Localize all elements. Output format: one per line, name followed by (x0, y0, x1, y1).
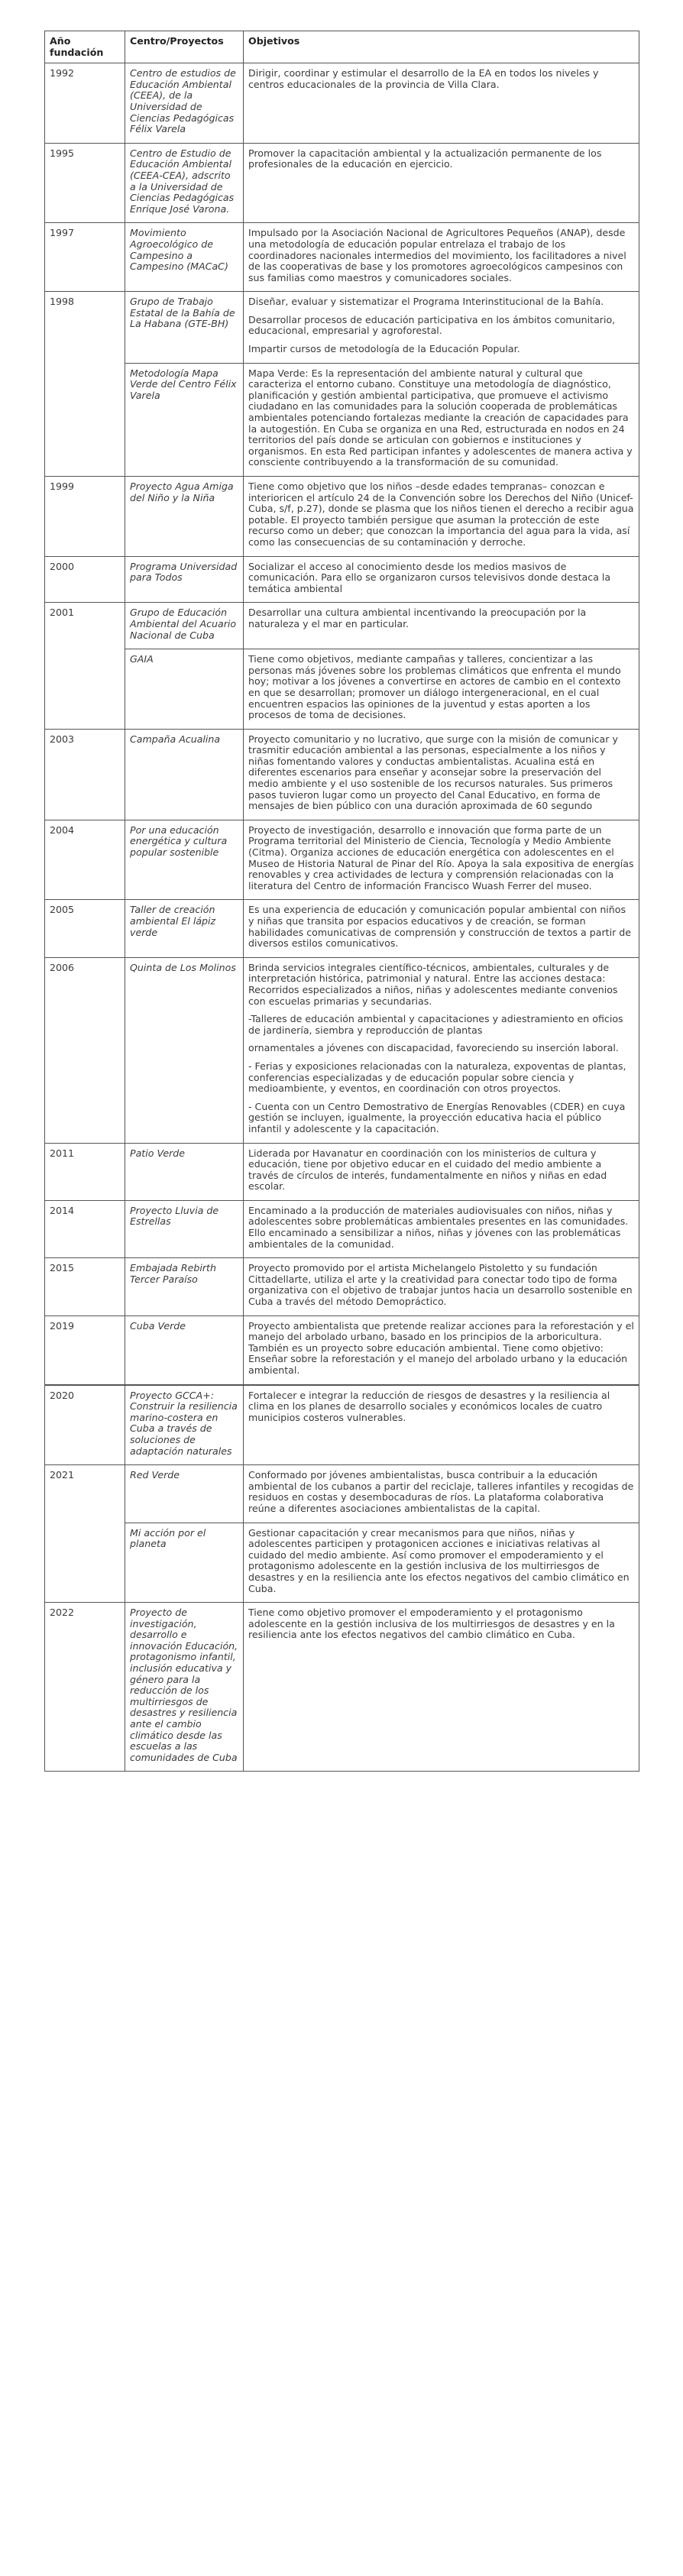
objectives-cell (244, 1385, 639, 1465)
programs-table (44, 31, 639, 1772)
center-cell: Mi acción por el planeta (125, 1523, 244, 1603)
year-cell: 2019 (45, 1316, 125, 1384)
table-row (45, 1143, 639, 1200)
table-row (45, 900, 639, 957)
objective-paragraph: Encaminado a la producción de materiales audiovisuales con niños, niñas y adolescentes sobre problemáticas ambientales presentes en las comunidades. Ello encaminado a sensibilizar a niños, niñas y jóvenes con las problemáticas ambientales de la comunidad. (248, 1204, 629, 1250)
objective-paragraph: Proyecto promovido por el artista Michelangelo Pistoletto y su fundación Cittadellarte, utiliza el arte y la creatividad para conectar todo tipo de forma organizativa con el objetivo de trabajar juntos hacia un desarrollo sostenible en Cuba a través del método Demopráctico. (248, 1262, 633, 1308)
year-cell: 2022 (45, 1603, 125, 1772)
objectives-cell (244, 143, 639, 223)
objectives-cell (244, 1200, 639, 1257)
objectives-cell (244, 729, 639, 820)
objective-paragraph: Dirigir, coordinar y estimular el desarrollo de la EA en todos los niveles y centros educacionales de la provincia de Villa Clara. (248, 67, 599, 90)
header-center: Centro/Proyectos (125, 31, 244, 63)
objectives-cell (244, 292, 639, 363)
year-cell (45, 1523, 125, 1603)
year-cell: 2021 (45, 1465, 125, 1523)
center-cell: Cuba Verde (125, 1316, 244, 1384)
year-cell: 1997 (45, 223, 125, 292)
table-row (45, 223, 639, 292)
table-row (45, 729, 639, 820)
center-cell: Proyecto Agua Amiga del Niño y la Niña (125, 477, 244, 557)
year-cell: 2015 (45, 1258, 125, 1316)
table-body (45, 63, 639, 1772)
header-year: Año fundación (45, 31, 125, 63)
objective-paragraph: Es una experiencia de educación y comunicación popular ambiental con niños y niñas que transita por espacios educativos y de creación, se forman habilidades comunicativas de comprensión y construcción de textos a partir de diversos estilos comunicativos. (248, 904, 632, 950)
center-cell: Proyecto de investigación, desarrollo e innovación Educación, protagonismo infantil, inclusión educativa y género para la reducción de los multirriesgos de desastres y resiliencia ante el cambio climático desde las escuelas a las comunidades de Cuba (125, 1603, 244, 1772)
objective-paragraph: Desarrollar procesos de educación participativa en los ámbitos comunitario, educacional, empresarial y agroforestal. (248, 313, 616, 337)
year-cell: 2005 (45, 900, 125, 957)
objective-paragraph: Tiene como objetivo que los niños –desde edades tempranas– conozcan e interioricen el artículo 24 de la Convención sobre los Derechos del Niño (Unicef-Cuba, s/f, p.27), donde se plasma que los niños tienen el derecho a recibir agua potable. El proyecto también persigue que asuman la protección de este recurso como un deber; que conozcan la importancia del agua para la vida, así como las consecuencias de su contaminación y derroche. (248, 481, 634, 548)
center-cell: Campaña Acualina (125, 729, 244, 820)
table-row (45, 1385, 639, 1465)
objective-paragraph: Fortalecer e integrar la reducción de riesgos de desastres y la resiliencia al clima en los planes de desarrollo sociales y económicos locales de cuatro municipios costeros vulnerables. (248, 1389, 610, 1423)
objectives-cell (244, 477, 639, 557)
objective-paragraph: ornamentales a jóvenes con discapacidad, favoreciendo su inserción laboral. (248, 1042, 619, 1054)
header-row (45, 31, 639, 63)
table-row (45, 820, 639, 900)
objectives-cell (244, 1258, 639, 1316)
header-objectives: Objetivos (244, 31, 639, 63)
table-row (45, 556, 639, 603)
objective-paragraph: - Cuenta con un Centro Demostrativo de Energías Renovables (CDER) en cuya gestión se incluyen, igualmente, la proyección educativa hacia el público infantil y adolescente y la capacitación. (248, 1100, 626, 1134)
table-row (45, 603, 639, 649)
objective-paragraph: Tiene como objetivo promover el empoderamiento y el protagonismo adolescente en la gestión inclusiva de los multirriesgos de desastres y en la resiliencia ante los efectos negativos del cambio climático en Cuba. (248, 1607, 615, 1641)
center-cell: Grupo de Trabajo Estatal de la Bahía de La Habana (GTE-BH) (125, 292, 244, 363)
objectives-cell (244, 1523, 639, 1603)
center-cell: Proyecto GCCA+: Construir la resiliencia marino-costera en Cuba a través de soluciones de adaptación naturales (125, 1385, 244, 1465)
objective-paragraph: Proyecto ambientalista que pretende realizar acciones para la reforestación y el manejo del arbolado urbano, basado en los principios de la arboricultura. También es un proyecto sobre educación ambiental. Tiene como objetivo: Enseñar sobre la reforestación y el manejo del arbolado urbano y la educación ambiental. (248, 1319, 634, 1376)
table-row (45, 1523, 639, 1603)
year-cell: 1998 (45, 292, 125, 363)
objectives-cell (244, 223, 639, 292)
center-cell: Programa Universidad para Todos (125, 556, 244, 603)
table-row (45, 1603, 639, 1772)
center-cell: Grupo de Educación Ambiental del Acuario Nacional de Cuba (125, 603, 244, 649)
table-row (45, 63, 639, 144)
year-cell: 1999 (45, 477, 125, 557)
objective-paragraph: Mapa Verde: Es la representación del ambiente natural y cultural que caracteriza el entorno cubano. Constituye una metodología de diagnóstico, planificación y gestión ambiental participativa, que promueve el activismo ciudadano en las comunidades para la solución cooperada de problemáticas ambientales potenciando fortalezas mediante la creación de capacidades para la autogestión. En Cuba se organiza en una Red, estructurada en nodos en 24 territorios del país donde se articulan con gobiernos e instituciones y organismos. En esta Red participan infantes y adolescentes de manera activa y consciente contribuyendo a la transformación de su comunidad. (248, 367, 633, 468)
table-row (45, 477, 639, 557)
center-cell: GAIA (125, 649, 244, 730)
objective-paragraph: Liderada por Havanatur en coordinación con los ministerios de cultura y educación, tiene por objetivo educar en el cuidado del medio ambiente a través de círculos de interés, fundamentalmente en niños y niñas en edad escolar. (248, 1147, 607, 1193)
objective-paragraph: Diseñar, evaluar y sistematizar el Programa Interinstitucional de la Bahía. (248, 296, 604, 308)
year-cell: 2000 (45, 556, 125, 603)
objectives-cell (244, 957, 639, 1143)
year-cell: 2020 (45, 1385, 125, 1465)
center-cell: Patio Verde (125, 1143, 244, 1200)
center-cell: Quinta de Los Molinos (125, 957, 244, 1143)
objective-paragraph: Proyecto comunitario y no lucrativo, que surge con la misión de comunicar y trasmitir educación ambiental a las personas, especialmente a los niños y niñas fomentando valores y conductas ambientalistas. Acualina está en diferentes escenarios para enseñar y aconsejar sobre la preservación del medio ambiente y el uso sostenible de los recursos naturales. Sus primeros pasos tuvieron lugar como un proyecto del Canal Educativo, en forma de mensajes de bien público con una duración aproximada de 60 segundo (248, 733, 618, 812)
center-cell: Proyecto Lluvia de Estrellas (125, 1200, 244, 1257)
center-cell: Movimiento Agroecológico de Campesino a Campesino (MACaC) (125, 223, 244, 292)
objectives-cell (244, 1143, 639, 1200)
objectives-cell (244, 1603, 639, 1772)
objectives-cell (244, 1465, 639, 1523)
objective-paragraph: Proyecto de investigación, desarrollo e innovación que forma parte de un Programa territorial del Ministerio de Ciencia, Tecnología y Medio Ambiente (Citma). Organiza acciones de educación energética con adolescentes en el Museo de Historia Natural de Pinar del Río. Apoya la sala expositiva de energías renovables y crea actividades de lectura y comprensión relacionadas con la literatura del Centro de información Francisco Wuash Ferrer del museo. (248, 824, 634, 892)
center-cell: Metodología Mapa Verde del Centro Félix Varela (125, 363, 244, 476)
year-cell: 1992 (45, 63, 125, 144)
year-cell (45, 363, 125, 476)
objective-paragraph: Impartir cursos de metodología de la Educación Popular. (248, 343, 520, 355)
year-cell: 2006 (45, 957, 125, 1143)
center-cell: Embajada Rebirth Tercer Paraíso (125, 1258, 244, 1316)
objectives-cell (244, 603, 639, 649)
objectives-cell (244, 556, 639, 603)
year-cell: 2011 (45, 1143, 125, 1200)
table-row (45, 292, 639, 363)
objective-paragraph: Tiene como objetivos, mediante campañas y talleres, concientizar a las personas más jóvenes sobre los problemas climáticos que enfrenta el mundo hoy; motivar a los jóvenes a convertirse en actores de cambio en el contexto en que se desarrollan; promover un diálogo intergeneracional, en el cual encuentren espacios las opiniones de la juventud y estas aporten a los procesos de toma de decisiones. (248, 653, 621, 721)
table-row (45, 1465, 639, 1523)
objective-paragraph: Desarrollar una cultura ambiental incentivando la preocupación por la naturaleza y el mar en particular. (248, 607, 587, 629)
year-cell (45, 649, 125, 730)
objective-paragraph: Conformado por jóvenes ambientalistas, busca contribuir a la educación ambiental de los cubanos a partir del reciclaje, talleres infantiles y recogidas de residuos en costas y desembocaduras de ríos. La plataforma colaborativa reúne a diferentes asociaciones ambientalistas de la capital. (248, 1469, 634, 1514)
objectives-cell (244, 63, 639, 144)
table-row (45, 957, 639, 1143)
year-cell: 2003 (45, 729, 125, 820)
objective-paragraph: Promover la capacitación ambiental y la actualización permanente de los profesionales de la educación en ejercicio. (248, 147, 602, 170)
table-row (45, 143, 639, 223)
table-row (45, 1258, 639, 1316)
center-cell: Centro de estudios de Educación Ambiental (CEEA), de la Universidad de Ciencias Pedagógicas Félix Varela (125, 63, 244, 144)
year-cell: 2001 (45, 603, 125, 649)
year-cell: 2004 (45, 820, 125, 900)
year-cell: 1995 (45, 143, 125, 223)
table-row (45, 649, 639, 730)
objectives-cell (244, 820, 639, 900)
objectives-cell (244, 1316, 639, 1384)
table-row (45, 1200, 639, 1257)
objective-paragraph: - Ferias y exposiciones relacionadas con la naturaleza, expoventas de plantas, conferencias especializadas y de educación popular sobre ciencia y medioambiente, y eventos, en coordinación con otros proyectos. (248, 1060, 626, 1095)
center-cell: Centro de Estudio de Educación Ambiental (CEEA-CEA), adscrito a la Universidad de Ciencias Pedagógicas Enrique José Varona. (125, 143, 244, 223)
objective-paragraph: Socializar el acceso al conocimiento desde los medios masivos de comunicación. Para ello se organizaron cursos televisivos donde destaca la temática ambiental (248, 560, 611, 594)
objectives-cell (244, 363, 639, 476)
objectives-cell (244, 649, 639, 730)
objective-paragraph: Brinda servicios integrales científico-técnicos, ambientales, culturales y de interpretación histórica, patrimonial y natural. Entre las acciones destaca: Recorridos especializados a niños, niñas y adolescentes mediante convenios con escuelas primarias y secundarias. (248, 961, 618, 1007)
objectives-cell (244, 900, 639, 957)
table-row (45, 1316, 639, 1384)
year-cell: 2014 (45, 1200, 125, 1257)
center-cell: Red Verde (125, 1465, 244, 1523)
objective-paragraph: Gestionar capacitación y crear mecanismos para que niños, niñas y adolescentes participen y protagonicen acciones e iniciativas relativas al cuidado del medio ambiente. Así como promover el empoderamiento y el protagonismo adolescente en la gestión inclusiva de los multirriesgos de desastres y en la resiliencia ante los efectos negativos del cambio climático en Cuba. (248, 1526, 630, 1594)
table-row (45, 363, 639, 476)
center-cell: Taller de creación ambiental El lápiz verde (125, 900, 244, 957)
objective-paragraph: Impulsado por la Asociación Nacional de Agricultores Pequeños (ANAP), desde una metodología de educación popular entrelaza el trabajo de los coordinadores nacionales intermedios del movimiento, los facilitadores a nivel de las cooperativas de base y los promotores agroecológicos campesinos con sus familias como maestros y comunicadores sociales. (248, 227, 626, 283)
objective-paragraph: -Talleres de educación ambiental y capacitaciones y adiestramiento en oficios de jardinería, siembra y reproducción de plantas (248, 1013, 623, 1036)
center-cell: Por una educación energética y cultura popular sostenible (125, 820, 244, 900)
